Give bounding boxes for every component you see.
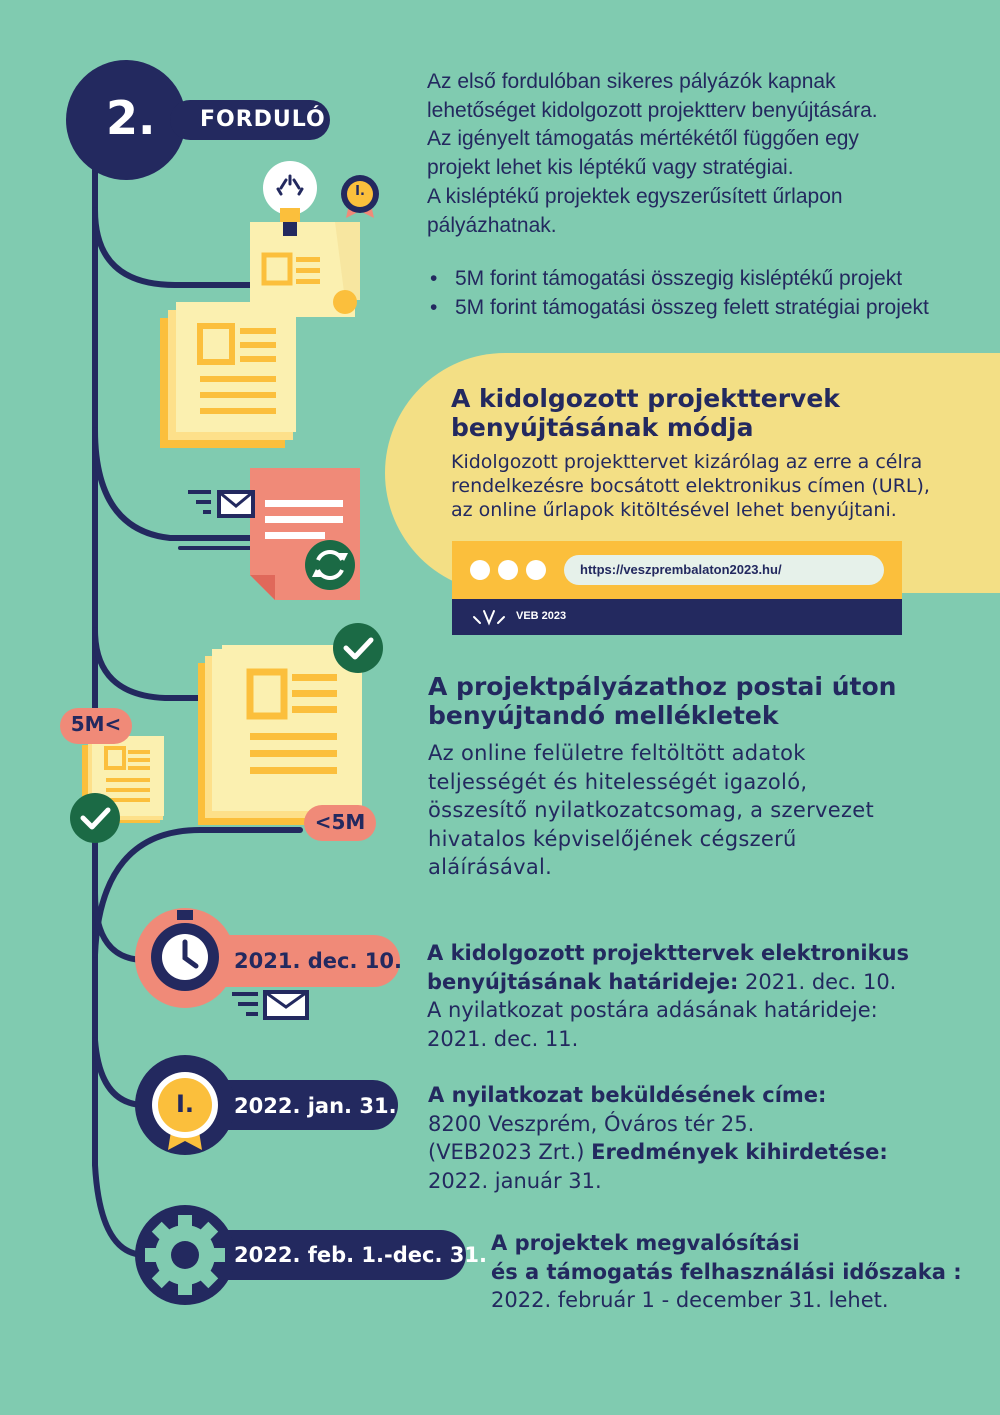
url-bar[interactable]	[564, 555, 884, 585]
intro-line: A kisléptékű projektek egyszerűsített űrlapon	[427, 184, 843, 208]
check-icon	[333, 623, 383, 673]
milestone-heading: Eredmények kihirdetése:	[591, 1140, 888, 1165]
veb-logo-icon	[472, 607, 506, 627]
intro-text	[427, 68, 967, 240]
intro-line: lehetőséget kidolgozott projektterv benyújtására.	[427, 98, 878, 122]
url-text: https://veszprembalaton2023.hu/	[580, 562, 782, 577]
milestone-date: 2021. dec. 10.	[738, 969, 897, 994]
bullet-item: • 5M forint támogatási összegig kisléptékű projekt	[430, 265, 929, 294]
attachments-body-line: Az online felületre feltöltött adatok	[428, 741, 806, 765]
submission-title	[451, 384, 840, 442]
date-label-2: 2022. jan. 31.	[234, 1094, 397, 1118]
milestone-text-2	[428, 1081, 888, 1195]
large-document-stack-icon	[198, 645, 362, 825]
submission-title-line: benyújtásának módja	[451, 413, 754, 442]
tag-large: <5M	[314, 810, 366, 834]
milestone-line: A nyilatkozat postára adásának határideje:	[427, 998, 878, 1023]
intro-line: Az első fordulóban sikeres pályázók kapnak	[427, 70, 836, 93]
browser-top-bar	[452, 541, 902, 599]
attachments-title-line: A projektpályázathoz postai úton	[428, 672, 897, 701]
attachments-body-line: hivatalos képviselőjének cégszerű	[428, 826, 797, 851]
submission-body-line: rendelkezésre bocsátott elektronikus címen (URL),	[451, 475, 930, 497]
attachments-body	[428, 739, 874, 882]
date-label-1: 2021. dec. 10.	[234, 949, 402, 973]
envelope-icon-2	[232, 992, 307, 1018]
envelope-icon	[188, 492, 253, 516]
milestone-heading: benyújtásának határideje:	[427, 969, 739, 994]
milestone-line: 2021. dec. 11.	[427, 1026, 579, 1051]
intro-line: Az igényelt támogatás mértékétől függően egy	[427, 127, 859, 151]
bullet-item: • 5M forint támogatási összeg felett stratégiai projekt	[430, 294, 929, 323]
milestone-line: (VEB2023 Zrt.)	[428, 1140, 592, 1165]
round-number: 2.	[106, 91, 156, 145]
window-dot-icon	[498, 560, 518, 580]
milestone-text-3	[491, 1229, 962, 1315]
intro-line: projekt lehet kis léptékű vagy stratégiai.	[427, 156, 794, 180]
round-label: FORDULÓ	[200, 107, 326, 132]
intro-line: pályázhatnak.	[427, 213, 557, 237]
attachments-body-line: összesítő nyilatkozatcsomag, a szervezet	[428, 798, 875, 823]
gear-icon	[145, 1215, 225, 1295]
milestone-heading: A projektek megvalósítási	[491, 1231, 800, 1255]
milestone-heading: A nyilatkozat beküldésének címe:	[428, 1083, 827, 1107]
submission-body	[451, 450, 971, 522]
attachments-title	[428, 672, 896, 730]
small-medal-label: I.	[355, 184, 365, 199]
submission-body-line: az online űrlapok kitöltésével lehet benyújtani.	[451, 499, 897, 521]
milestone-line: 8200 Veszprém, Óváros tér 25.	[428, 1111, 755, 1136]
attachments-title-line: benyújtandó mellékletek	[428, 701, 779, 730]
browser-footer	[452, 599, 902, 635]
attachments-body-line: aláírásával.	[428, 855, 553, 880]
attachments-body-line: teljességét és hitelességét igazoló,	[428, 769, 808, 794]
submission-body-line: Kidolgozott projekttervet kizárólag az erre a célra	[451, 451, 923, 473]
window-dot-icon	[526, 560, 546, 580]
milestone-heading: és a támogatás felhasználási időszaka :	[491, 1259, 962, 1284]
submission-title-line: A kidolgozott projekttervek	[451, 384, 840, 413]
browser-mockup	[452, 541, 902, 635]
milestone-line: 2022. február 1 - december 31. lehet.	[491, 1288, 889, 1313]
milestone-text-1	[427, 939, 909, 1053]
document-stack-icon	[160, 302, 296, 448]
medal-label: I.	[175, 1090, 195, 1118]
tag-small: 5M<	[70, 712, 122, 736]
milestone-line: 2022. január 31.	[428, 1168, 602, 1193]
intro-bullets	[430, 265, 929, 322]
window-dot-icon	[470, 560, 490, 580]
check-icon-small	[70, 793, 120, 843]
date-label-3: 2022. feb. 1.-dec. 31.	[234, 1243, 487, 1267]
milestone-heading: A kidolgozott projekttervek elektronikus	[427, 941, 910, 965]
browser-brand: VEB 2023	[516, 610, 567, 622]
refresh-icon	[305, 540, 355, 590]
